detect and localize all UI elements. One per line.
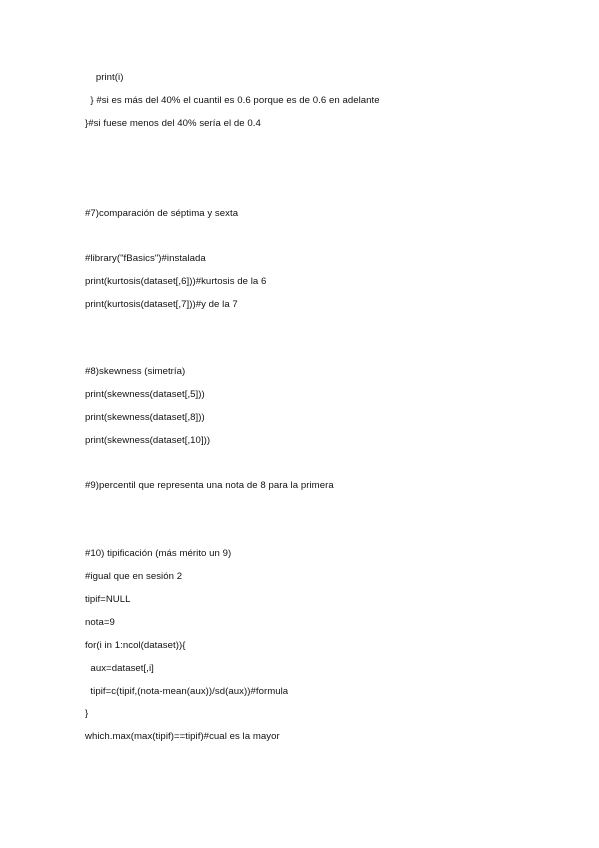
code-line: print(kurtosis(dataset[,7]))#y de la 7 <box>85 299 238 310</box>
code-line: #igual que en sesión 2 <box>85 571 183 582</box>
code-line: print(i) <box>85 72 124 83</box>
code-line: }#si fuese menos del 40% sería el de 0.4 <box>85 118 261 129</box>
code-line: aux=dataset[,i] <box>85 663 154 674</box>
code-line: nota=9 <box>85 617 115 628</box>
code-line: print(skewness(dataset[,10])) <box>85 435 211 446</box>
comment-heading: #8)skewness (simetría) <box>85 366 186 377</box>
code-line: } #si es más del 40% el cuantil es 0.6 porque es de 0.6 en adelante <box>85 95 380 106</box>
code-line: tipif=NULL <box>85 594 131 605</box>
code-line: which.max(max(tipif)==tipif)#cual es la mayor <box>85 731 280 742</box>
comment-heading: #7)comparación de séptima y sexta <box>85 208 239 219</box>
code-line: print(kurtosis(dataset[,6]))#kurtosis de la 6 <box>85 276 267 287</box>
comment-heading: #10) tipificación (más mérito un 9) <box>85 548 232 559</box>
code-line: } <box>85 708 89 719</box>
code-line: print(skewness(dataset[,8])) <box>85 412 205 423</box>
comment-heading: #9)percentil que representa una nota de 8 para la primera <box>85 480 334 491</box>
code-line: tipif=c(tipif,(nota-mean(aux))/sd(aux))#formula <box>85 686 289 697</box>
code-line: print(skewness(dataset[,5])) <box>85 389 205 400</box>
code-line: for(i in 1:ncol(dataset)){ <box>85 640 186 651</box>
code-line: #library("fBasics")#instalada <box>85 253 206 264</box>
